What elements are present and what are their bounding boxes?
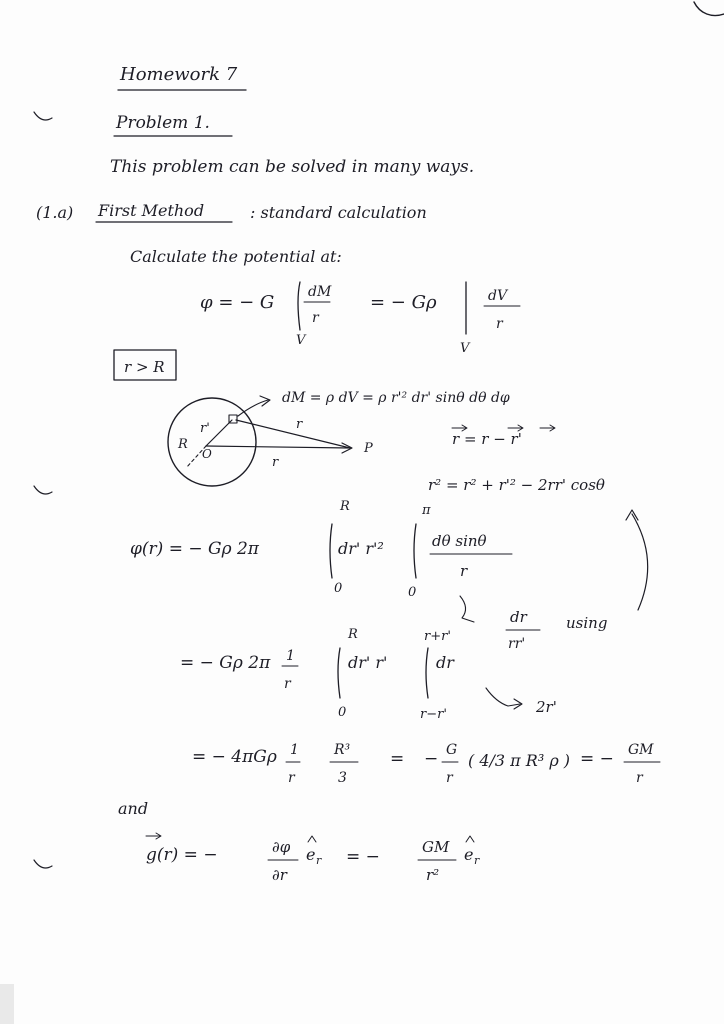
label-r: r [272, 455, 279, 470]
label-R: R [178, 437, 188, 452]
eq-phi-int1-up: R [340, 499, 350, 514]
sub-den: rr' [508, 636, 526, 652]
eq-phi-int1-body: dr' r'² [338, 539, 384, 558]
label-P: P [364, 441, 373, 456]
label-distance: r [296, 417, 303, 432]
potential-i1-den: r [312, 310, 319, 326]
method-id: (1.a) [36, 203, 74, 222]
step2-int2-lo: r−r' [420, 707, 447, 722]
label-r-prime: r' [200, 421, 210, 436]
eq-g-mid: = − [346, 847, 380, 867]
eq-phi-int1-lo: 0 [334, 581, 343, 596]
unit-hat [466, 836, 474, 842]
integral-sign [330, 524, 332, 578]
step2-int2-body: dr [436, 653, 454, 672]
label-O: O [202, 447, 212, 461]
law-of-cosines: r² = r² + r'² − 2rr' cosθ [428, 476, 605, 494]
link-arrow [632, 514, 648, 610]
integral-sign [414, 524, 416, 578]
potential-i2-num: dV [488, 288, 508, 304]
step2-lhs: = − Gρ 2π [180, 653, 271, 673]
step3-f2-den: 3 [338, 770, 347, 786]
step3-t1: = − 4πGρ [192, 747, 277, 767]
eq-g-lhs: g(r) = − [146, 845, 218, 865]
vector-arrow [540, 425, 555, 431]
dm-expression: dM = ρ dV = ρ r'² dr' sinθ dθ dφ [282, 390, 510, 406]
eq-g-f-num: GM [422, 838, 450, 856]
vector-arrow [146, 833, 161, 839]
potential-i2-den: r [496, 316, 503, 332]
annotation-arrow [238, 400, 268, 416]
step3-f4-num: GM [628, 742, 654, 758]
integral-sign [426, 648, 428, 698]
potential-lhs: φ = − G [200, 292, 275, 313]
eq-phi-int2-num: dθ sinθ [432, 532, 487, 550]
page-number-mark [694, 2, 724, 16]
potential-i2-sub: V [460, 341, 470, 356]
step2-int1-body: dr' r' [348, 653, 388, 672]
eq-phi-int2-den: r [460, 562, 468, 580]
problem-heading: Problem 1. [116, 113, 210, 133]
eq-phi-int2-up: π [422, 503, 431, 518]
r-vector [206, 446, 350, 448]
step3-f3-num: G [446, 742, 458, 758]
eq-g-e2-sub: r [474, 854, 480, 867]
step3-f3-den: r [446, 770, 453, 786]
step2-int2-up: r+r' [424, 629, 451, 644]
method-name: First Method [98, 201, 205, 220]
potential-mid: = − Gρ [370, 292, 437, 313]
binder-hole-mark [34, 860, 52, 868]
distance-vector [236, 420, 350, 448]
eq-g-f-den: r² [426, 866, 440, 884]
step3-f1-den: r [288, 770, 295, 786]
potential-i1-num: dM [308, 284, 332, 300]
title: Homework 7 [120, 64, 238, 85]
binder-hole-mark [34, 112, 52, 120]
intro-text: This problem can be solved in many ways. [110, 157, 475, 177]
and-word: and [118, 799, 149, 818]
step3-f1-num: 1 [290, 742, 299, 758]
unit-hat [308, 836, 316, 842]
step3-eq: = [390, 749, 405, 769]
eq-g-d-den: ∂r [272, 866, 287, 884]
step3-t2: − [424, 749, 439, 769]
step3-paren: ( 4/3 π R³ ρ ) [468, 751, 571, 770]
eq-g-e2: e [464, 845, 474, 864]
step3-eq2: = − [580, 749, 614, 769]
step2-frac-den: r [284, 676, 291, 692]
eq-g-e1: e [306, 845, 316, 864]
potential-i1-sub: V [296, 333, 306, 348]
binder-hole-mark [34, 486, 52, 494]
sub-label: using [566, 614, 608, 632]
eq-phi-int2-lo: 0 [408, 585, 417, 600]
eq-phi-lhs: φ(r) = − Gρ 2π [130, 539, 259, 559]
result-arrow [486, 688, 520, 706]
eq-g-d-num: ∂φ [272, 838, 291, 856]
integral-sign [298, 282, 300, 330]
calc-intro: Calculate the potential at: [130, 247, 342, 266]
vector-relation: r = r − r' [452, 430, 522, 448]
sub-num: dr [510, 608, 527, 626]
step2-result: 2r' [536, 698, 557, 716]
integral-sign [338, 648, 340, 698]
r-prime-vector [206, 420, 232, 446]
step2-int1-lo: 0 [338, 705, 347, 720]
step2-int1-up: R [348, 627, 358, 642]
substitution-arrow [460, 596, 474, 622]
scan-edge [0, 984, 14, 1024]
method-desc: : standard calculation [250, 203, 427, 222]
step3-f2-num: R³ [334, 742, 351, 758]
step3-f4-den: r [636, 770, 643, 786]
case-label: r > R [124, 358, 165, 376]
step2-frac-num: 1 [286, 648, 295, 664]
eq-g-e1-sub: r [316, 854, 322, 867]
